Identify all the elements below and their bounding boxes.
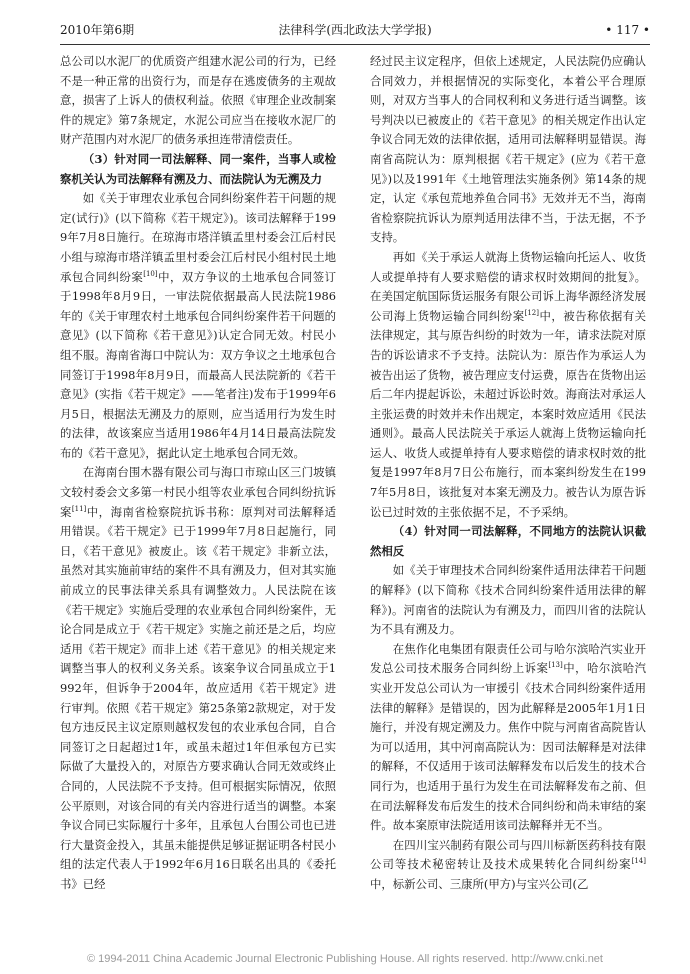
paragraph-text: 中，被告称依据有关法律规定，其与原告纠纷的时效为一年，请求法院对原告的诉讼请求不予支持。法院认为：原告作为承运人为被告出运了货物，被告理应支付运费，原告在货物出运后二年内提起诉讼，未超过诉讼时效。海商法对承运人主张运费的时效并未作出规定，本案时效应适用《民法通则》。最高人民法院关于承运人就海上货物运输向托运人、收货人或提单持有人要求赔偿的请求权时效的批复是1997年8月7日公布施行，而本案纠纷发生在1997年5月8日，该批复对本案无溯及力。被告认为原告诉讼已过时效的主张依据不足，不予采纳。 xyxy=(370,308,646,519)
paragraph xyxy=(60,189,336,463)
paragraph-text: 中，双方争议的土地承包合同签订于1998年8月9日，一审法院依据最高人民法院1986年的《关于审理农村土地承包合同纠纷案件若干问题的意见》(以下简称《若干意见》)认定合同无效。村民小组不服。海南省海口中院认为：双方争议之土地承包合同签订于1998年8月9日，而最高人民法院新的《若干意见》(实指《若干规定》——笔者注)发布于1999年6月5日，根据法无溯及力的原则，应当适用行为发生时的法律，故该案应当适用1986年4月14日最高法院发布的《若干意见》，据此认定土地承包合同无效。 xyxy=(60,269,336,460)
journal-title: 法律科学(西北政法大学学报) xyxy=(278,23,432,37)
paragraph xyxy=(370,561,646,639)
paragraph xyxy=(370,836,646,895)
paragraph xyxy=(370,640,646,836)
header-rule xyxy=(60,44,650,45)
section-heading xyxy=(370,522,646,561)
paragraph-text: 在焦作化电集团有限责任公司与哈尔滨哈汽实业开发总公司技术服务合同纠纷上诉案 xyxy=(370,641,646,676)
paragraph-text: 中，标新公司、三康所(甲方)与宝兴公司(乙 xyxy=(370,876,589,891)
citation-ref: [12] xyxy=(524,308,539,317)
citation-ref: [10] xyxy=(143,269,158,278)
citation-ref: [14] xyxy=(631,857,646,866)
paragraph-text: （3）针对同一司法解释、同一案件，当事人或检察机关认为司法解释有溯及力、而法院认为无溯及力 xyxy=(60,151,336,186)
paragraph xyxy=(370,248,646,522)
page-number: • 117 • xyxy=(605,23,650,37)
paragraph-text: 在四川宝兴制药有限公司与四川标新医药科技有限公司等技术秘密转让及技术成果转化合同纠纷案 xyxy=(370,837,646,872)
paragraph-text: 再如《关于承运人就海上货物运输向托运人、收货人或提单持有人要求赔偿的请求权时效期间的批复》。在美国定航国际货运服务有限公司诉上海华源经济发展公司海上货物运输合同纠纷案 xyxy=(370,249,646,323)
paragraph-text: 在海南台围木器有限公司与海口市琼山区三门坡镇文较村委会文多第一村民小组等农业承包合同纠纷抗诉案 xyxy=(60,465,336,519)
paragraph-text: 总公司以水泥厂的优质资产组建水泥公司的行为，已经不是一种正常的出资行为，而是存在逃废债务的主观故意，损害了上诉人的债权利益。依照《审理企业改制案件的规定》第7条规定，水泥公司应当在接收水泥厂的财产范围内对水泥厂的债务承担连带清偿责任。 xyxy=(60,54,336,147)
paragraph-text: 中，哈尔滨哈汽实业开发总公司认为一审援引《技术合同纠纷案件适用法律的解释》是错误的，因为此解释是2005年1月1日施行，并没有规定溯及力。焦作中院与河南省高院皆认为可以适用，其中河南高院认为：因司法解释是对法律的解释，不仅适用于该司法解释发布以后发生的技术合同行为，也适用于虽行为发生在司法解释发布之前、但在司法解释发布后发生的技术合同纠纷和尚未审结的案件。故本案原审法院适用该司法解释并无不当。 xyxy=(370,661,646,833)
section-heading xyxy=(60,150,336,189)
paragraph-text: （4）针对同一司法解释，不同地方的法院认识截然相反 xyxy=(370,524,646,558)
left-column xyxy=(60,52,336,895)
page-header xyxy=(60,18,650,42)
copyright-footer: © 1994-2011 China Academic Journal Electronic Publishing House. All rights reserved. http://www.cnki.net xyxy=(86,953,603,965)
paragraph xyxy=(60,463,336,894)
paragraph-continuation xyxy=(60,52,336,150)
paragraph-text: 中，海南省检察院抗诉书称：原判对司法解释适用错误。《若干规定》已于1999年7月8日起施行，同日，《若干意见》被废止。该《若干规定》非新立法，虽然对其实施前审结的案件不具有溯及力，但对其实施前成立的民事法律关系具有调整效力。人民法院在该《若干规定》实施后受理的农业承包合同纠纷案件，无论合同是成立于《若干规定》实施之前还是之后，均应适用《若干规定》而非上述《若干意见》的相关规定来调整当事人的权利义务关系。该案争议合同虽成立于1992年，但诉争于2004年，故应适用《若干规定》进行审判。依照《若干规定》第25条第2款规定，对于发包方违反民主议定原则越权发包的农业承包合同，自合同签订之日起超过1年，或虽未超过1年但承包方已实际做了大量投入的，对原告方要求确认合同无效或终止合同的，人民法院不予支持。但可根据实际情况，依照公平原则，对该合同的有关内容进行适当的调整。本案争议合同已实际履行十多年，且承包人台围公司也已进行大量资金投入，其虽未能提供足够证据证明各村民小组的法定代表人于1992年6月16日联名出具的《委托书》已经 xyxy=(60,504,336,891)
issue-label: 2010年第6期 xyxy=(60,23,135,37)
paragraph-text: 经过民主议定程序，但依上述规定，人民法院仍应确认合同效力，并根据情况的实际变化，本着公平合理原则，对双方当事人的合同权利和义务进行适当调整。该号判决以已被废止的《若干意见》的相关规定作出认定争议合同无效的法律依据，适用司法解释明显错误。海南省高院认为：原判根据《若干规定》(应为《若干意见》)以及1991年《土地管理法实施条例》第14条的规定，认定《承包荒地养鱼合同书》无效并无不当，海南省检察院抗诉认为原判适用法律不当，于法无据，不予支持。 xyxy=(370,54,646,245)
paragraph-text: 如《关于审理农业承包合同纠纷案件若干问题的规定(试行)》(以下简称《若干规定》)。该司法解释于1999年7月8日施行。在琼海市塔洋镇孟里村委会江后村民小组与琼海市塔洋镇孟里村委会江后村民小组村民土地承包合同纠纷案 xyxy=(60,191,336,284)
citation-ref: [13] xyxy=(548,661,563,670)
paragraph-text: 如《关于审理技术合同纠纷案件适用法律若干问题的解释》(以下简称《技术合同纠纷案件适用法律的解释》)。河南省的法院认为有溯及力，而四川省的法院认为不具有溯及力。 xyxy=(370,563,646,637)
right-column xyxy=(370,52,646,895)
paragraph-continuation xyxy=(370,52,646,248)
citation-ref: [11] xyxy=(71,504,87,513)
